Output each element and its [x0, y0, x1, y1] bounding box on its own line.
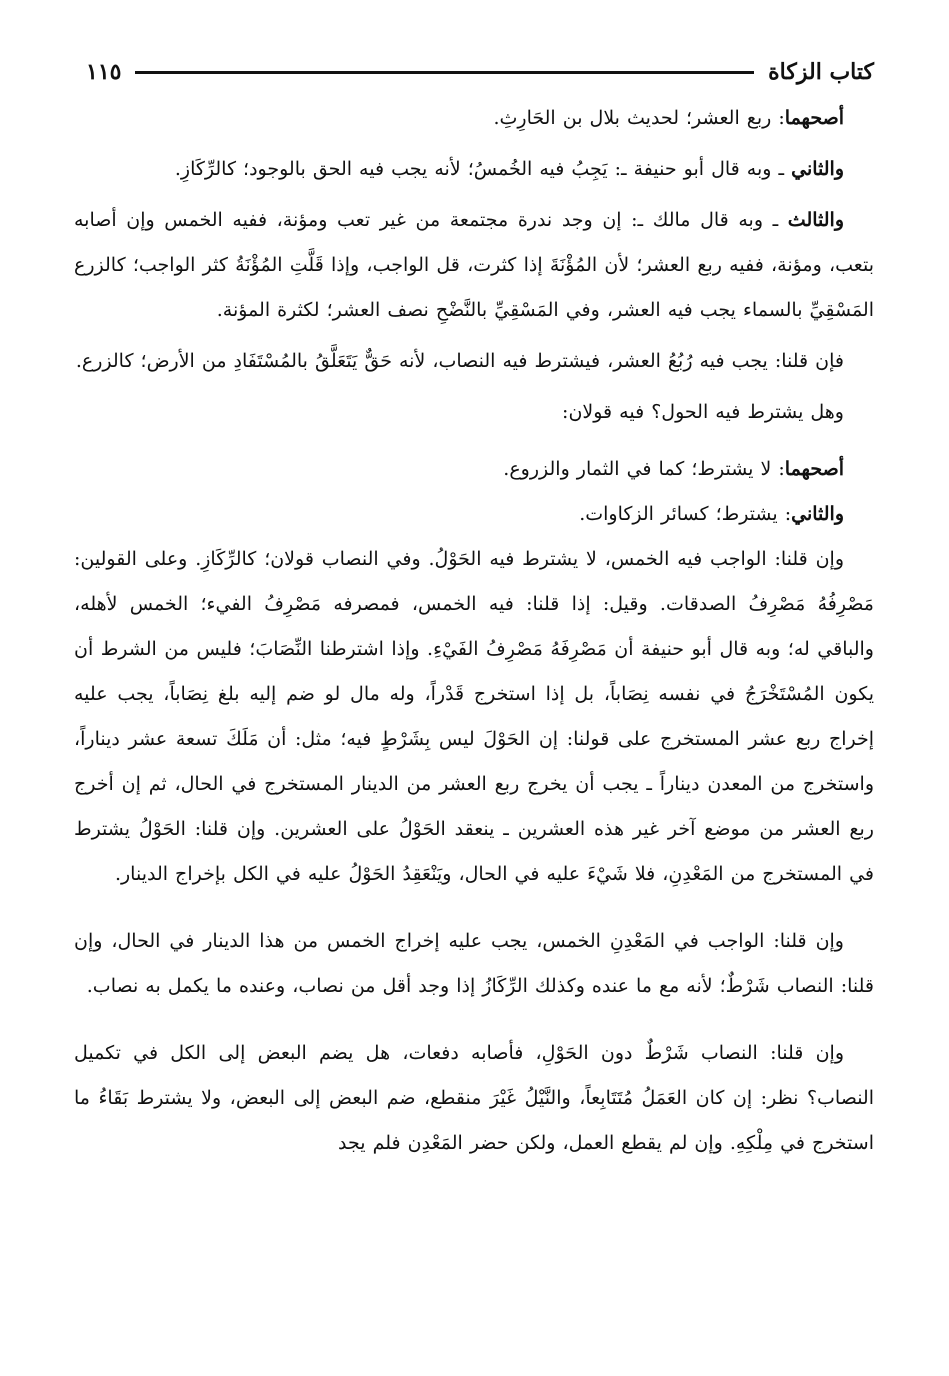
page-body	[74, 96, 874, 1166]
header-rule	[135, 71, 754, 74]
paragraph-lead: أصحهما	[784, 458, 844, 480]
paragraph	[74, 447, 874, 492]
running-header	[86, 52, 874, 92]
paragraph	[74, 537, 874, 897]
paragraph	[74, 390, 874, 435]
paragraph-text: وهل يشترط فيه الحول؟ فيه قولان:	[562, 401, 844, 423]
paragraph	[74, 919, 874, 1009]
paragraph-text: فإن قلنا: يجب فيه رُبُعُ العشر، فيشترط فيه النصاب، لأنه حَقٌّ يَتَعَلَّقُ بالمُسْتَفَادِ من الأرض؛ كالزرع.	[75, 350, 844, 372]
paragraph-lead: والثاني	[791, 158, 844, 180]
page-number: ١١٥	[86, 59, 122, 85]
paragraph	[74, 198, 874, 333]
paragraph-text: ـ وبه قال أبو حنيفة ـ: يَجِبُ فيه الخُمسُ؛ لأنه يجب فيه الحق بالوجود؛ كالرِّكَازِ.	[174, 158, 792, 180]
paragraph-text: وإن قلنا: النصاب شَرْطٌ دون الحَوْلِ، فأصابه دفعات، هل يضم البعض إلى الكل في تكميل النصاب؟ نظر: إن كان العَمَلُ مُتَتَابِعاً، والنَّيْلُ غَيْرَ منقطع، ضم البعض إلى البعض، ولا يشترط بَقَاءُ ما استخرج في مِلْكِهِ. وإن لم يقطع العمل، ولكن حضر المَعْدِن فلم يجد	[74, 1042, 874, 1154]
paragraph-lead: والثاني	[791, 503, 844, 525]
paragraph-text: : لا يشترط؛ كما في الثمار والزروع.	[503, 458, 785, 480]
paragraph-lead: والثالث	[787, 209, 844, 231]
paragraph-text: : يشترط؛ كسائر الزكاوات.	[579, 503, 792, 525]
paragraph-text: وإن قلنا: الواجب فيه الخمس، لا يشترط فيه الحَوْلُ. وفي النصاب قولان؛ كالرِّكَازِ. وعلى القولين: مَصْرِفُهُ مَصْرِفُ الصدقات. وقيل: إذا قلنا: فيه الخمس، فمصرفه مَصْرِفُ الفيء؛ الخمس لأهله، والباقي له؛ وبه قال أبو حنيفة أن مَصْرِفَهُ مَصْرِفُ الفَيْءِ. وإذا اشترطنا النِّصَابَ؛ فليس من الشرط أن يكون المُسْتَخْرَجُ في نفسه نِصَاباً، بل إذا استخرج قَدْراً، وله مال لو ضم إليه بلغ نِصَاباً، يجب عليه إخراج ربع عشر المستخرج على قولنا: إن الحَوْلَ ليس بِشَرْطٍ فيه؛ مثل: أن مَلَكَ تسعة عشر ديناراً، واستخرج من المعدن ديناراً ـ يجب أن يخرج ربع العشر من الدينار المستخرج في الحال، ثم إن أخرج ربع العشر من موضع آخر غير هذه العشرين ـ ينعقد الحَوْلُ على العشرين. وإن قلنا: الحَوْلُ يشترط في المستخرج من المَعْدِنِ، فلا شَيْءَ عليه في الحال، ويَنْعَقِدُ الحَوْلُ عليه في الكل بإخراج الدينار.	[74, 548, 874, 885]
paragraph-text: : ربع العشر؛ لحديث بلال بن الحَارِثِ.	[493, 107, 785, 129]
paragraph-lead: أصحهما	[784, 107, 844, 129]
paragraph-text: ـ وبه قال مالك ـ: إن وجد ندرة مجتمعة من غير تعب ومؤنة، ففيه الخمس وإن أصابه بتعب، ومؤنة، ففيه ربع العشر؛ لأن المُؤْنَةَ إذا كثرت، قل الواجب، وإذا قَلَّتِ المُؤْنَةُ كثر الواجب؛ كالزرع المَسْقِيِّ بالسماء يجب فيه العشر، وفي المَسْقِيِّ بالنَّضْحِ نصف العشر؛ لكثرة المؤنة.	[74, 209, 874, 321]
paragraph	[74, 1031, 874, 1166]
paragraph	[74, 96, 874, 141]
book-title: كتاب الزكاة	[768, 59, 874, 85]
paragraph	[74, 147, 874, 192]
paragraph-text: وإن قلنا: الواجب في المَعْدِنِ الخمس، يجب عليه إخراج الخمس من هذا الدينار في الحال، وإن قلنا: النصاب شَرْطٌ؛ لأنه مع ما عنده وكذلك الرِّكَازُ إذا وجد أقل من نصاب، وعنده ما يكمل به نصاب.	[74, 930, 874, 997]
paragraph	[74, 492, 874, 537]
paragraph	[74, 339, 874, 384]
